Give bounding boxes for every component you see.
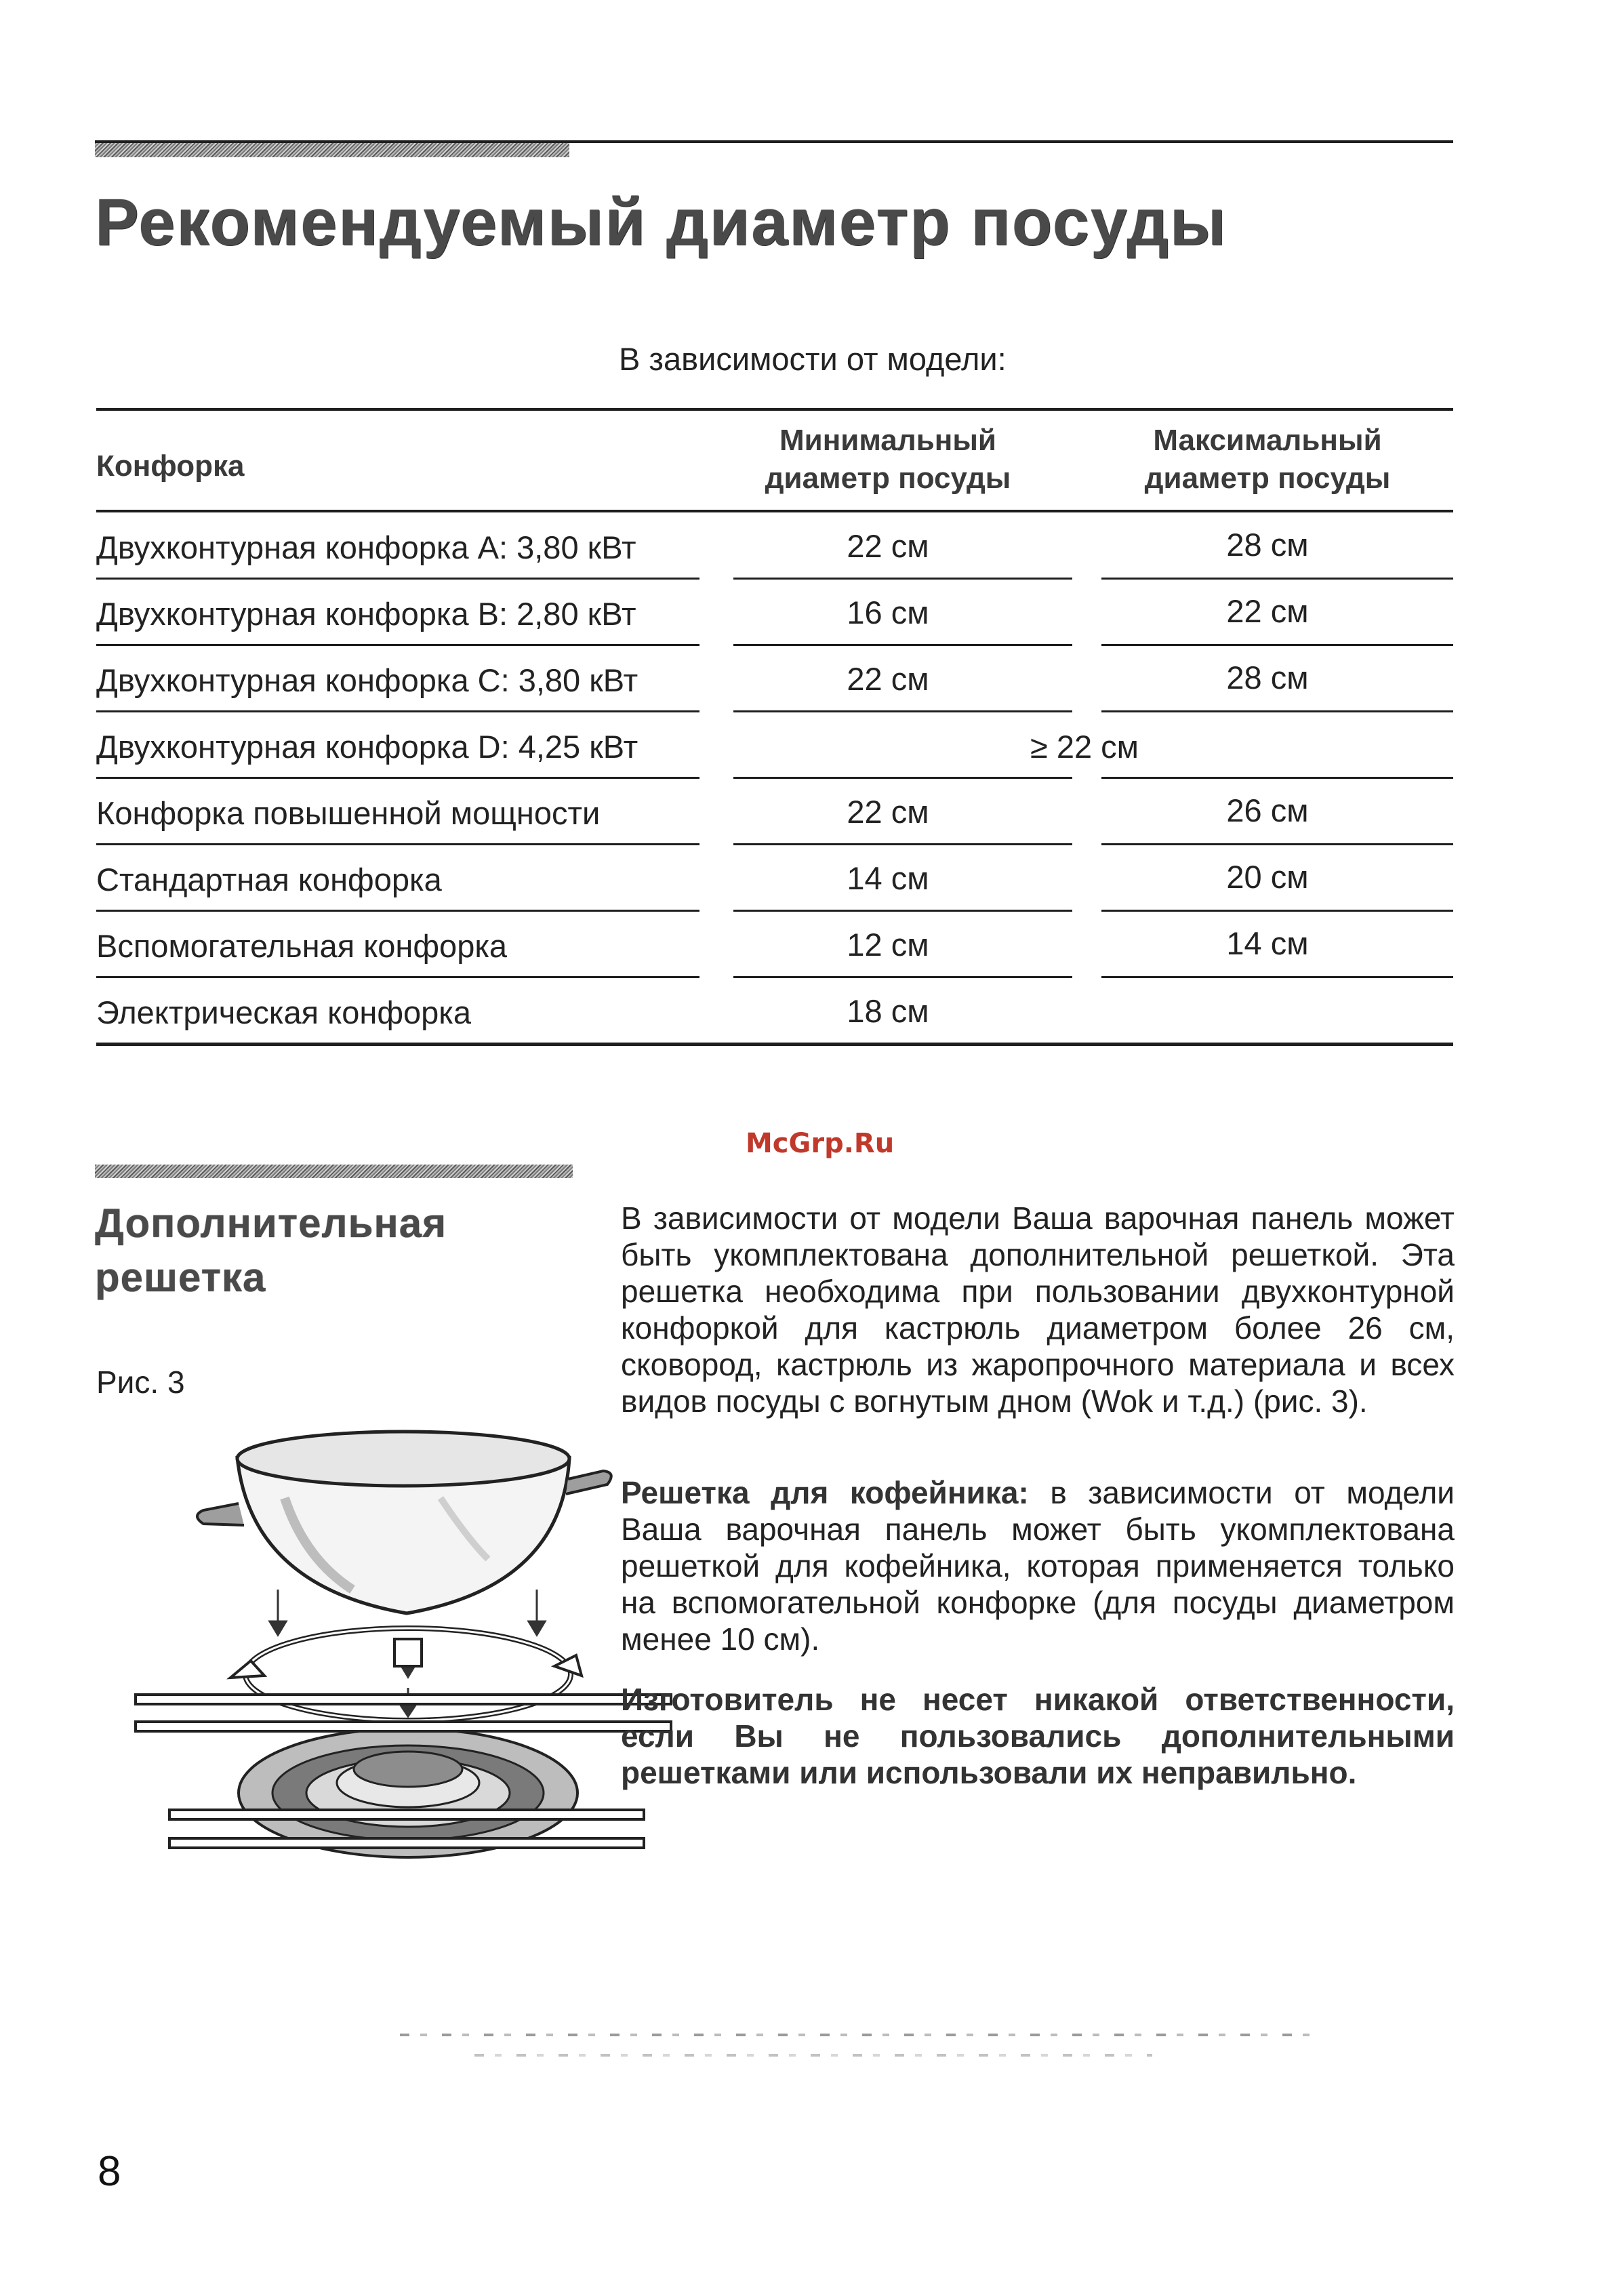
header-burner: Конфорка <box>96 449 245 483</box>
max-diameter-value: 26 см <box>1226 792 1309 828</box>
row-divider <box>733 710 1072 712</box>
max-diameter-value: 28 см <box>1226 527 1309 563</box>
wok-grate-figure <box>129 1423 678 1884</box>
table-top-rule <box>96 408 1453 411</box>
row-divider <box>1101 976 1453 978</box>
row-divider <box>733 644 1072 646</box>
burner-label: Вспомогательная конфорка <box>96 928 508 964</box>
table-subtitle: В зависимости от модели: <box>619 341 1007 377</box>
min-diameter-value: 22 см <box>847 528 929 564</box>
paragraph-grate-info: В зависимости от модели Ваша варочная панель может быть укомплектована дополнительной решеткой. Эта решетка необходима при пользовании двухконтурной конфоркой для кастрюль диаметром более 26 см, сковород, кастрюль из жаропрочного материала и всех видов посуды с вогнутым дном (Wok и т.д.) (рис. 3). <box>621 1200 1455 1419</box>
max-diameter-value: 14 см <box>1226 925 1309 961</box>
paragraph-coffee-grate <box>621 1474 1455 1657</box>
row-divider <box>1101 644 1453 646</box>
min-diameter-value: 16 см <box>847 594 929 630</box>
burner-label: Двухконтурная конфорка C: 3,80 кВт <box>96 662 638 698</box>
row-divider <box>1101 910 1453 912</box>
min-diameter-value: 18 см <box>847 993 929 1029</box>
min-diameter-value: 22 см <box>847 661 929 697</box>
watermark: McGrp.Ru <box>746 1128 895 1159</box>
burner-label: Конфорка повышенной мощности <box>96 795 601 831</box>
min-diameter-value: 22 см <box>847 794 929 830</box>
burner-label: Стандартная конфорка <box>96 862 442 897</box>
min-diameter-value: 12 см <box>847 927 929 963</box>
row-divider <box>96 777 699 779</box>
section-header-rule <box>95 140 1453 143</box>
page-number: 8 <box>98 2148 121 2195</box>
min-diameter-value: 14 см <box>847 860 929 896</box>
row-divider <box>733 843 1072 845</box>
coffee-grate-lead: Решетка для кофейника: <box>621 1475 1029 1510</box>
wok-illustration <box>197 1432 611 1613</box>
section2-title-line2: решетка <box>95 1255 266 1300</box>
header-bottom-rule <box>96 510 1453 512</box>
header-max-diameter: Максимальный диаметр посуды <box>1144 424 1391 495</box>
max-diameter-value: 28 см <box>1226 660 1309 695</box>
coffee-grate-text: в зависимости от модели Ваша варочная панель может быть укомплектована решеткой для кофейника, которая применяется только на вспомогательной конфорке (для посуды диаметром менее 10 см). <box>621 1475 1455 1657</box>
diameter-span-value: ≥ 22 см <box>1030 729 1139 765</box>
row-divider <box>96 976 699 978</box>
row-divider <box>96 644 699 646</box>
row-divider <box>1101 777 1453 779</box>
row-divider <box>96 710 699 712</box>
row-divider <box>733 910 1072 912</box>
row-divider <box>96 578 699 580</box>
scan-artifact-line <box>474 2054 1152 2057</box>
figure-caption: Рис. 3 <box>96 1365 185 1400</box>
header-min-diameter: Минимальный диаметр посуды <box>765 424 1011 495</box>
scan-artifact-line <box>400 2034 1315 2036</box>
burner-label: Электрическая конфорка <box>96 994 472 1030</box>
row-divider <box>1101 843 1453 845</box>
section2-title-line1: Дополнительная <box>95 1200 447 1246</box>
row-divider <box>733 578 1072 580</box>
burner-label: Двухконтурная конфорка B: 2,80 кВт <box>96 596 636 632</box>
row-divider <box>733 777 1072 779</box>
burner-label: Двухконтурная конфорка D: 4,25 кВт <box>96 729 638 765</box>
row-divider <box>96 910 699 912</box>
row-divider <box>733 976 1072 978</box>
max-diameter-value: 20 см <box>1226 859 1309 895</box>
row-divider <box>96 843 699 845</box>
row-divider <box>1101 710 1453 712</box>
table-bottom-rule <box>96 1043 1453 1046</box>
section-header-bar <box>95 142 569 157</box>
row-divider <box>1101 578 1453 580</box>
page-title: Рекомендуемый диаметр посуды <box>95 185 1227 259</box>
section2-header-bar <box>95 1165 573 1178</box>
burner-label: Двухконтурная конфорка A: 3,80 кВт <box>96 529 636 565</box>
max-diameter-value: 22 см <box>1226 593 1309 629</box>
paragraph-disclaimer: Изготовитель не несет никакой ответственности, если Вы не пользовались дополнительными решетками или использовали их неправильно. <box>621 1682 1455 1790</box>
